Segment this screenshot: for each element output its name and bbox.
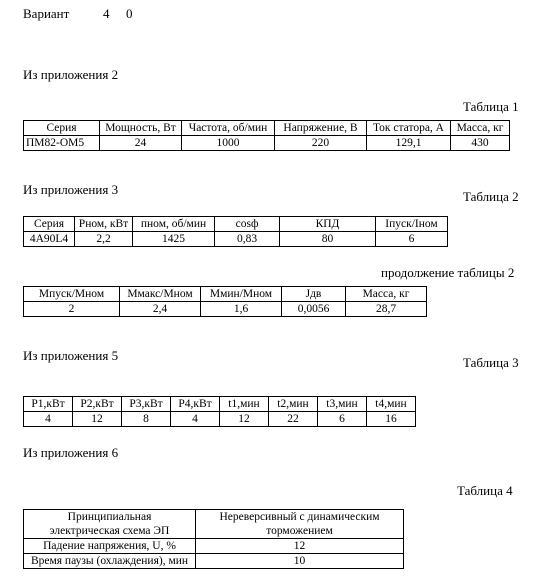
table-3 [23, 396, 416, 427]
table-3-cell: 6 [318, 412, 367, 427]
table-1 [23, 120, 510, 151]
table-3-data-row [24, 412, 416, 427]
table-3-cell: 4 [24, 412, 73, 427]
table-2-header-cell: cosф [215, 217, 280, 232]
table-1-header-cell: Серия [24, 121, 100, 136]
table-2-header-cell: КПД [280, 217, 376, 232]
table-2b-cell: 2 [24, 302, 120, 317]
table-1-cell: 220 [275, 136, 367, 151]
table-2-cell: 4А90L4 [24, 232, 75, 247]
section1-heading: Из приложения 2 [23, 67, 119, 82]
table-2-cell: 6 [376, 232, 448, 247]
table-1-cell: 1000 [182, 136, 275, 151]
section3-heading: Из приложения 5 [23, 348, 119, 363]
table-4 [23, 509, 404, 569]
table-1-header-cell: Масса, кг [451, 121, 510, 136]
table-3-header-cell: t1,мин [220, 397, 269, 412]
table-3-header-cell: t3,мин [318, 397, 367, 412]
table-2b-cell: 1,6 [201, 302, 282, 317]
table-2b-header-cell: Ммин/Мном [201, 287, 282, 302]
table-3-header-cell: P4,кВт [171, 397, 220, 412]
table4-caption: Таблица 4 [457, 483, 513, 498]
table-1-header-cell: Частота, об/мин [182, 121, 275, 136]
table3-caption: Таблица 3 [463, 355, 519, 370]
table-2b-header-cell: Jдв [282, 287, 346, 302]
table-3-cell: 12 [220, 412, 269, 427]
table-4-data-row [24, 554, 404, 569]
table-1-cell: 24 [100, 136, 182, 151]
table2-caption: Таблица 2 [463, 189, 519, 204]
table-2-cell: 80 [280, 232, 376, 247]
table1-caption: Таблица 1 [463, 99, 519, 114]
variant-digit-1: 4 [103, 6, 110, 21]
table-2b-cell: 0,0056 [282, 302, 346, 317]
table-2b-header-cell: Масса, кг [346, 287, 427, 302]
table-4-header-cell: Нереверсивный с динамическим торможением [196, 510, 404, 539]
table-2b-header-cell: Ммакс/Мном [120, 287, 201, 302]
table-2b-data-row [24, 302, 427, 317]
table-1-header-row [24, 121, 510, 136]
table-4-data-row [24, 539, 404, 554]
table-3-header-cell: P1,кВт [24, 397, 73, 412]
table-4-value-cell: 12 [196, 539, 404, 554]
table-2b-header-cell: Мпуск/Мном [24, 287, 120, 302]
table-2-cell: 1425 [133, 232, 215, 247]
table-2-header-cell: Iпуск/Iном [376, 217, 448, 232]
table-3-header-cell: t4,мин [367, 397, 416, 412]
table-3-cell: 12 [73, 412, 122, 427]
table-3-cell: 4 [171, 412, 220, 427]
table-3-header-cell: P3,кВт [122, 397, 171, 412]
table-4-value-cell: 10 [196, 554, 404, 569]
table-1-data-row [24, 136, 510, 151]
variant-digit-2: 0 [126, 6, 133, 21]
table-4-header-cell: Принципиальная электрическая схема ЭП [24, 510, 196, 539]
table-3-cell: 16 [367, 412, 416, 427]
table-2-continuation [23, 286, 427, 317]
table-3-cell: 8 [122, 412, 171, 427]
table-1-header-cell: Напряжение, В [275, 121, 367, 136]
table-1-cell: 129,1 [367, 136, 451, 151]
table2-continuation-caption: продолжение таблицы 2 [381, 265, 515, 280]
section2-heading: Из приложения 3 [23, 182, 119, 197]
table-1-cell: 430 [451, 136, 510, 151]
table-3-cell: 22 [269, 412, 318, 427]
table-2-cell: 2,2 [75, 232, 133, 247]
table-2 [23, 216, 448, 247]
table-3-header-cell: P2,кВт [73, 397, 122, 412]
table-2-cell: 0,83 [215, 232, 280, 247]
table-2b-header-row [24, 287, 427, 302]
table-2b-cell: 2,4 [120, 302, 201, 317]
table-2-data-row [24, 232, 448, 247]
section4-heading: Из приложения 6 [23, 445, 119, 460]
table-4-label-cell: Время паузы (охлаждения), мин [24, 554, 196, 569]
table-2-header-cell: Серия [24, 217, 75, 232]
table-2-header-cell: пном, об/мин [133, 217, 215, 232]
table-3-header-row [24, 397, 416, 412]
table-2-header-row [24, 217, 448, 232]
table-1-header-cell: Мощность, Вт [100, 121, 182, 136]
table-2-header-cell: Рном, кВт [75, 217, 133, 232]
table-4-label-cell: Падение напряжения, U, % [24, 539, 196, 554]
table-3-header-cell: t2,мин [269, 397, 318, 412]
table-4-header-row [24, 510, 404, 539]
table-2b-cell: 28,7 [346, 302, 427, 317]
table-1-header-cell: Ток статора, А [367, 121, 451, 136]
table-1-cell: ПМ82-ОМ5 [24, 136, 100, 151]
variant-label: Вариант [23, 6, 70, 21]
